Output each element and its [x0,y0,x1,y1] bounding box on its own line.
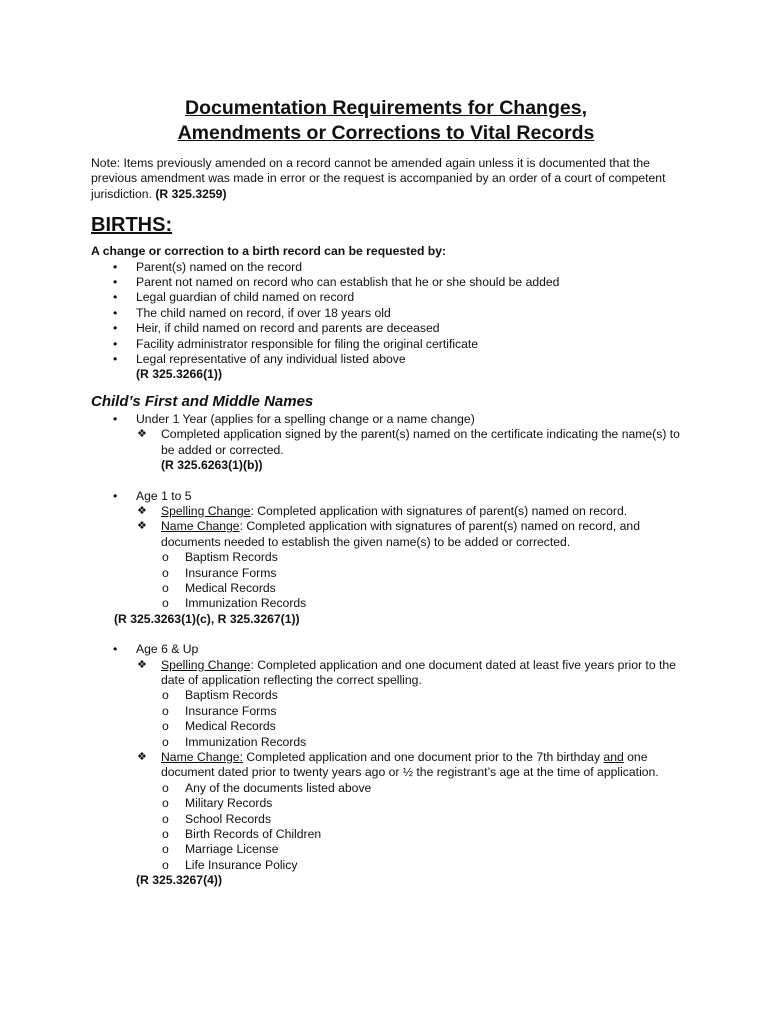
document-title [81,96,691,146]
list-item [161,719,691,734]
document-text: Insurance Forms [185,565,277,580]
births-intro: A change or correction to a birth record can be requested by: [91,244,447,259]
circle-bullet-icon: o [162,719,169,734]
name-change-text: : Completed application with signatures of parent(s) named on record, and documents needed to establish the given name(s) to be added or corrected. [161,519,640,549]
circle-bullet-icon: o [162,842,169,857]
bullet-icon: • [113,488,118,503]
age-6-up-ref: (R 325.3267(4)) [136,873,223,888]
document-text: Life Insurance Policy [185,857,298,872]
title-line-2: Amendments or Corrections to Vital Records [177,122,595,144]
list-item [161,812,691,827]
circle-bullet-icon: o [162,580,169,595]
note-ref: (R 325.3259) [155,186,227,201]
spacer [91,627,691,642]
bullet-icon: • [113,336,118,351]
document-text: Any of the documents listed above [185,780,372,795]
diamond-bullet-icon: ❖ [137,504,147,517]
list-item [91,306,691,321]
list-item [161,550,691,565]
circle-bullet-icon: o [162,565,169,580]
circle-bullet-icon: o [162,734,169,749]
list-item [161,596,691,611]
document-text: Medical Records [185,580,276,595]
list-item [161,781,691,796]
note-text: Note: Items previously amended on a record cannot be amended again unless it is documented that the previous amendment was made in error or the request is accompanied by an order of a court of competent jurisdiction. [91,156,666,201]
bullet-icon: • [113,275,118,290]
list-item [91,352,691,367]
document-text: Insurance Forms [185,703,277,718]
under-1-year-section [91,412,691,474]
requester-text: Heir, if child named on record and parents are deceased [136,321,440,336]
list-item [91,321,691,336]
title-line-1: Documentation Requirements for Changes, [185,97,587,119]
under-1-year-text: Completed application signed by the parent(s) named on the certificate indicating the name(s) to be added or corrected. [161,427,680,457]
document-text: Immunization Records [185,734,307,749]
age-6-up-name-documents [161,781,691,873]
child-names-heading: Child’s First and Middle Names [91,392,314,410]
document-text: Immunization Records [185,596,307,611]
list-item [161,581,691,596]
list-item [91,337,691,352]
name-change-text-1: Completed application and one document prior to the 7th birthday [242,750,604,764]
list-item [91,275,691,290]
spelling-change-label: Spelling Change [161,503,251,518]
circle-bullet-icon: o [162,796,169,811]
circle-bullet-icon: o [162,811,169,826]
bullet-icon: • [113,642,118,657]
requester-text: Legal representative of any individual listed above [136,352,406,367]
document-text: Baptism Records [185,688,278,703]
name-change-text-2: one document dated prior to twenty years ago or ½ the registrant’s age at the time of application. [161,750,659,780]
age-6-up-name [136,750,691,873]
requester-text: Parent not named on record who can establish that he or she should be added [136,275,560,290]
list-item [161,704,691,719]
name-change-label: Name Change: [161,750,243,764]
list-item [91,290,691,305]
under-1-year-ref: (R 325.6263(1)(b)) [161,458,263,473]
diamond-bullet-icon: ❖ [137,428,147,441]
list-item [161,827,691,842]
age-6-up-label: Age 6 & Up [136,642,199,657]
age-1-to-5-documents [161,550,691,612]
document-text: Military Records [185,796,273,811]
list-item [161,735,691,750]
name-change-label: Name Change [161,519,240,534]
requester-text: The child named on record, if over 18 years old [136,305,391,320]
circle-bullet-icon: o [162,827,169,842]
document-text: Birth Records of Children [185,827,322,842]
circle-bullet-icon: o [162,780,169,795]
list-item [161,858,691,873]
circle-bullet-icon: o [162,596,169,611]
requesters-ref: (R 325.3266(1)) [136,367,223,382]
list-item [161,796,691,811]
age-1-to-5-label: Age 1 to 5 [136,488,192,503]
age-1-to-5-section [91,489,691,628]
requester-text: Facility administrator responsible for filing the original certificate [136,336,479,351]
bullet-icon: • [113,321,118,336]
spelling-change-text: : Completed application with signatures of parent(s) named on record. [250,503,628,518]
age-1-to-5-ref: (R 325.3263(1)(c), R 325.3267(1)) [114,611,300,626]
circle-bullet-icon: o [162,857,169,872]
spacer [91,474,691,489]
age-6-up-spelling [136,658,691,750]
requester-text: Legal guardian of child named on record [136,290,355,305]
document-text: School Records [185,811,272,826]
spelling-change-label: Spelling Change [161,657,251,672]
document-page [91,96,691,889]
bullet-icon: • [113,352,118,367]
births-heading: BIRTHS: [91,214,173,237]
spelling-change-text: : Completed application and one document dated at least five years prior to the date of application reflecting the correct spelling. [161,657,676,687]
age-6-up-spelling-documents [161,688,691,750]
list-item [161,566,691,581]
circle-bullet-icon: o [162,703,169,718]
circle-bullet-icon: o [162,550,169,565]
age-6-up-section [91,642,691,889]
diamond-bullet-icon: ❖ [137,751,147,763]
bullet-icon: • [113,411,118,426]
requesters-list [91,260,691,383]
document-text: Baptism Records [185,550,278,565]
list-item [91,367,691,382]
document-text: Marriage License [185,842,279,857]
under-1-year-label: Under 1 Year (applies for a spelling change or a name change) [136,411,475,426]
diamond-bullet-icon: ❖ [137,658,147,671]
list-item [161,688,691,703]
bullet-icon: • [113,305,118,320]
requester-text: Parent(s) named on the record [136,259,302,274]
under-1-year-item [136,427,691,473]
age-1-to-5-name [136,519,691,611]
diamond-bullet-icon: ❖ [137,520,147,533]
document-text: Medical Records [185,719,276,734]
bullet-icon: • [113,259,118,274]
name-change-and: and [603,750,624,764]
list-item [91,260,691,275]
bullet-icon: • [113,290,118,305]
note-paragraph [91,156,681,202]
list-item [161,842,691,857]
circle-bullet-icon: o [162,688,169,703]
age-1-to-5-spelling [136,504,691,519]
